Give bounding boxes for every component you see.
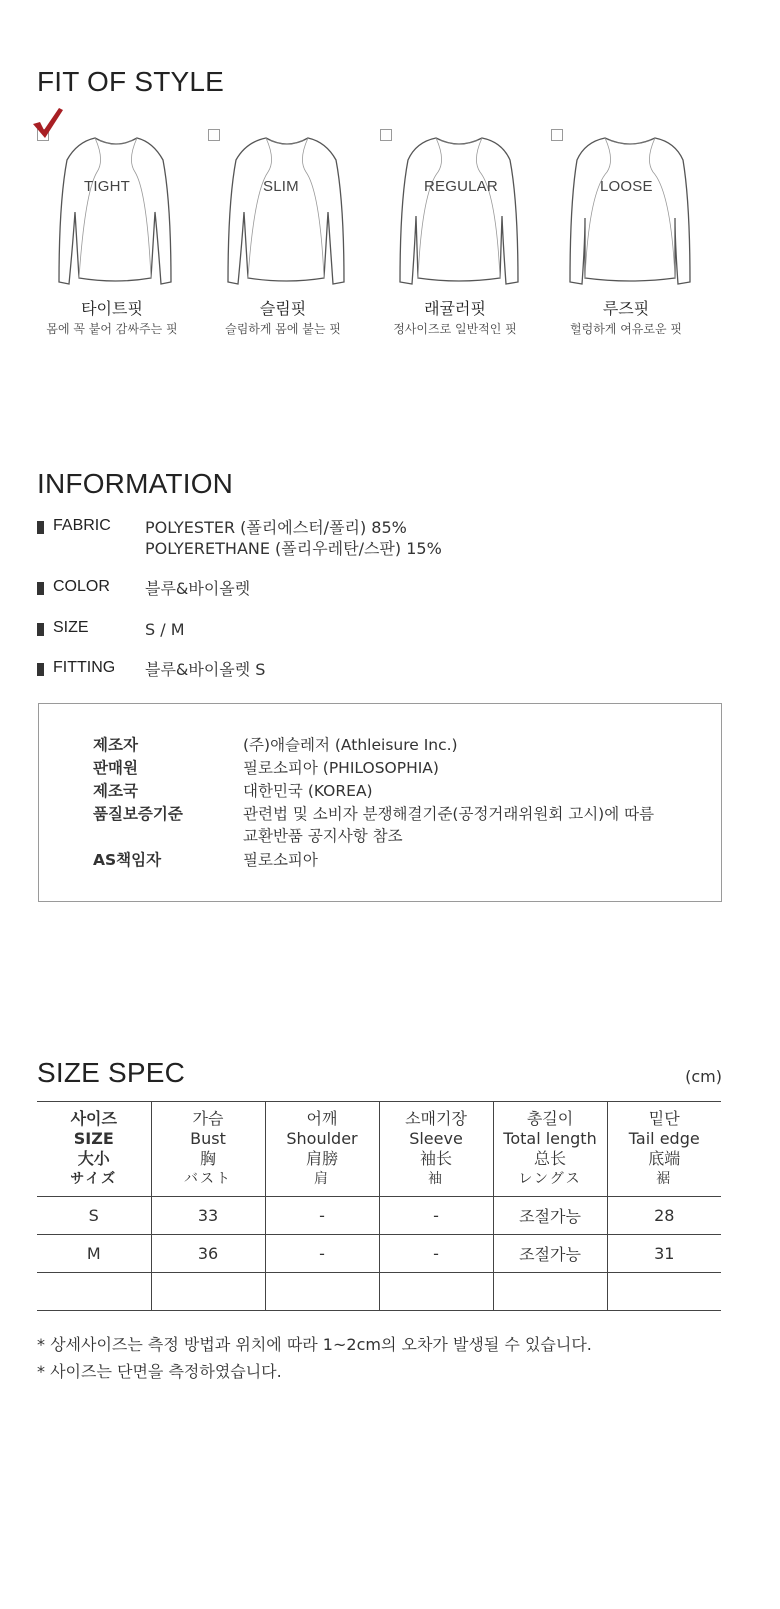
fit-grid bbox=[37, 108, 727, 348]
header-line: 肩膀 bbox=[305, 1149, 338, 1168]
fit-en-label: SLIM bbox=[263, 178, 299, 195]
header-line: Shoulder bbox=[286, 1129, 358, 1148]
fit-name: 슬림핏 bbox=[259, 299, 307, 318]
header-line: レングス bbox=[518, 1171, 582, 1187]
info-row-size bbox=[37, 619, 737, 663]
note-line: * 사이즈는 단면을 측정하였습니다. bbox=[37, 1362, 282, 1381]
notice-key: 판매원 bbox=[93, 759, 138, 777]
header-shoulder bbox=[265, 1102, 379, 1197]
header-line: 가슴 bbox=[192, 1109, 224, 1128]
info-value bbox=[145, 659, 265, 680]
header-line: サイズ bbox=[70, 1171, 118, 1187]
notice-value-line: 대한민국 (KOREA) bbox=[243, 782, 373, 800]
unit-label: (cm) bbox=[685, 1067, 722, 1086]
bullet-icon bbox=[37, 521, 44, 534]
size-spec-table bbox=[37, 1101, 721, 1311]
header-total-length bbox=[493, 1102, 607, 1197]
table-cell: - bbox=[379, 1235, 493, 1273]
table-cell: 조절가능 bbox=[493, 1197, 607, 1235]
info-key: SIZE bbox=[53, 619, 89, 636]
notice-value-line: (주)애슬레저 (Athleisure Inc.) bbox=[243, 736, 458, 754]
header-line: 袖 bbox=[428, 1171, 444, 1187]
notice-value bbox=[243, 849, 713, 871]
header-line: Tail edge bbox=[628, 1129, 700, 1148]
header-line: 총길이 bbox=[526, 1109, 574, 1128]
info-value-line: POLYESTER (폴리에스터/폴리) 85% bbox=[145, 518, 407, 537]
notice-key: AS책임자 bbox=[93, 851, 162, 869]
info-key: FITTING bbox=[53, 659, 116, 676]
table-cell: - bbox=[265, 1197, 379, 1235]
table-cell: M bbox=[37, 1235, 151, 1273]
fit-description: 헐렁하게 여유로운 핏 bbox=[570, 322, 682, 336]
table-row bbox=[37, 1235, 721, 1273]
notice-key: 제조자 bbox=[93, 736, 138, 754]
info-row-fabric bbox=[37, 517, 737, 561]
header-line: Sleeve bbox=[409, 1129, 463, 1148]
information-title: INFORMATION bbox=[37, 468, 234, 499]
header-line: 胸 bbox=[199, 1149, 216, 1168]
header-size bbox=[37, 1102, 151, 1197]
fit-en-label: REGULAR bbox=[424, 178, 498, 195]
notice-key: 품질보증기준 bbox=[93, 805, 183, 823]
table-row bbox=[37, 1197, 721, 1235]
size-spec-title: SIZE SPEC bbox=[37, 1057, 186, 1088]
info-value-line: POLYERETHANE (폴리우레탄/스판) 15% bbox=[145, 539, 442, 558]
size-notes bbox=[37, 1331, 592, 1385]
table-header-row bbox=[37, 1102, 721, 1197]
header-line: 底端 bbox=[648, 1149, 681, 1168]
info-value-line: 블루&바이올렛 S bbox=[145, 660, 266, 679]
notice-value-line: 필로소피아 (PHILOSOPHIA) bbox=[243, 759, 439, 777]
info-value bbox=[145, 578, 250, 599]
info-row-fitting bbox=[37, 659, 737, 703]
header-bust bbox=[151, 1102, 265, 1197]
table-cell bbox=[151, 1273, 265, 1311]
notice-key: 제조국 bbox=[93, 782, 138, 800]
table-cell bbox=[37, 1273, 151, 1311]
fit-description: 슬림하게 몸에 붙는 핏 bbox=[225, 322, 341, 336]
fit-checkbox[interactable] bbox=[208, 129, 220, 141]
header-line: 소매기장 bbox=[405, 1109, 467, 1128]
header-line: 어깨 bbox=[306, 1109, 338, 1128]
header-line: 裾 bbox=[656, 1171, 673, 1187]
fit-en-label: LOOSE bbox=[600, 178, 653, 195]
info-row-color bbox=[37, 578, 737, 622]
tight-shirt-icon bbox=[55, 132, 177, 294]
header-line: 사이즈 bbox=[70, 1109, 117, 1128]
info-value-line: S / M bbox=[145, 620, 185, 639]
info-value bbox=[145, 619, 185, 640]
table-cell: S bbox=[37, 1197, 151, 1235]
notice-value bbox=[243, 803, 713, 847]
fit-section-title: FIT OF STYLE bbox=[37, 66, 225, 97]
info-value-line: 블루&바이올렛 bbox=[145, 579, 251, 598]
header-line: SIZE bbox=[73, 1129, 114, 1148]
table-cell bbox=[607, 1273, 721, 1311]
slim-shirt-icon bbox=[226, 132, 348, 294]
regular-shirt-icon bbox=[398, 132, 520, 294]
header-line: 밑단 bbox=[648, 1109, 680, 1128]
header-line: 大小 bbox=[77, 1149, 110, 1168]
fit-option-loose[interactable] bbox=[551, 108, 723, 348]
fit-option-tight[interactable] bbox=[37, 108, 209, 348]
fit-en-label: TIGHT bbox=[84, 178, 130, 195]
table-row bbox=[37, 1273, 721, 1311]
table-cell bbox=[379, 1273, 493, 1311]
table-cell: 31 bbox=[607, 1235, 721, 1273]
fit-checkbox[interactable] bbox=[551, 129, 563, 141]
header-line: 肩 bbox=[314, 1171, 330, 1187]
notice-value-line: 관련법 및 소비자 분쟁해결기준(공정거래위원회 고시)에 따름 bbox=[243, 805, 655, 823]
bullet-icon bbox=[37, 582, 44, 595]
table-cell: - bbox=[265, 1235, 379, 1273]
fit-name: 타이트핏 bbox=[81, 299, 143, 318]
fit-description: 정사이즈로 일반적인 핏 bbox=[393, 322, 517, 336]
header-line: 总长 bbox=[533, 1149, 566, 1168]
table-cell bbox=[265, 1273, 379, 1311]
loose-shirt-icon bbox=[569, 132, 691, 294]
fit-option-slim[interactable] bbox=[208, 108, 380, 348]
info-key: FABRIC bbox=[53, 517, 111, 534]
header-line: Bust bbox=[190, 1129, 226, 1148]
info-value bbox=[145, 517, 442, 559]
notice-value bbox=[243, 734, 713, 756]
notice-value-line: 필로소피아 bbox=[243, 851, 318, 869]
notice-value bbox=[243, 780, 713, 802]
bullet-icon bbox=[37, 663, 44, 676]
header-tail-edge bbox=[607, 1102, 721, 1197]
table-cell: 조절가능 bbox=[493, 1235, 607, 1273]
header-sleeve bbox=[379, 1102, 493, 1197]
fit-name: 래귤러핏 bbox=[424, 299, 486, 318]
note-line: * 상세사이즈는 측정 방법과 위치에 따라 1~2cm의 오차가 발생될 수 있습니다. bbox=[37, 1335, 592, 1354]
table-cell: 28 bbox=[607, 1197, 721, 1235]
fit-description: 몸에 꼭 붙어 감싸주는 핏 bbox=[46, 322, 178, 336]
info-key: COLOR bbox=[53, 578, 110, 595]
notice-value bbox=[243, 757, 713, 779]
header-line: Total length bbox=[503, 1129, 597, 1148]
table-cell: 33 bbox=[151, 1197, 265, 1235]
header-line: 袖长 bbox=[419, 1149, 452, 1168]
notice-value-line: 교환반품 공지사항 참조 bbox=[243, 827, 403, 845]
fit-checkbox[interactable] bbox=[380, 129, 392, 141]
fit-option-regular[interactable] bbox=[380, 108, 552, 348]
table-cell: - bbox=[379, 1197, 493, 1235]
table-cell: 36 bbox=[151, 1235, 265, 1273]
product-notice-box bbox=[38, 703, 722, 902]
header-line: バスト bbox=[184, 1171, 232, 1187]
bullet-icon bbox=[37, 623, 44, 636]
fit-name: 루즈핏 bbox=[602, 299, 650, 318]
table-cell bbox=[493, 1273, 607, 1311]
